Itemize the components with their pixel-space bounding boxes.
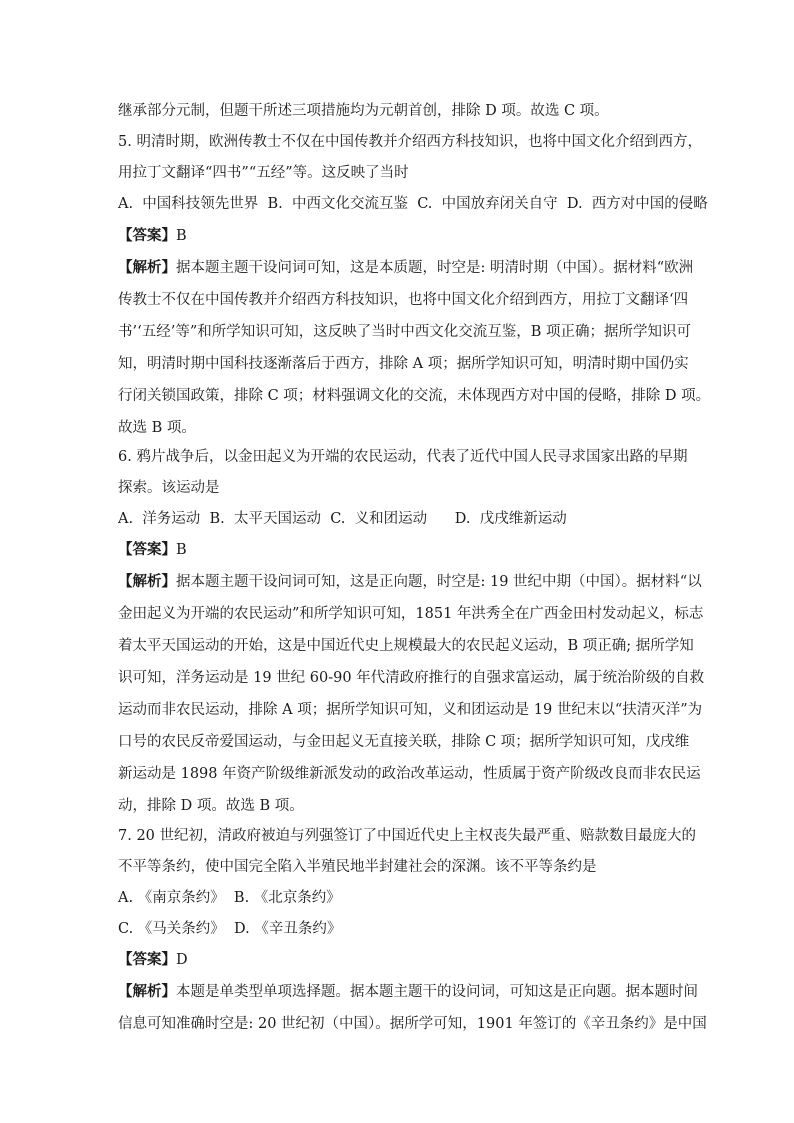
answer-line <box>118 226 187 246</box>
line-text: 信息可知准确时空是: 20 世纪初（中国）。据所学可知，1901 年签订的《辛丑条约》是中国 <box>118 1016 707 1032</box>
answer-line <box>118 950 188 970</box>
question-6-options <box>118 509 567 529</box>
text-line <box>118 290 688 310</box>
answer-tag: 【答案】 <box>118 951 176 968</box>
line-text: 行闭关锁国政策，排除 C 项；材料强调文化的交流，未体现西方对中国的侵略，排除 D 项。 <box>118 388 711 404</box>
text-line <box>118 764 701 784</box>
line-text: 5. 明清时期，欧洲传教士不仅在中国传教并介绍西方科技知识，也将中国文化介绍到西方， <box>118 134 702 150</box>
line-text: 本题是单类型单项选择题。据本题主题干的设问词，可知这是正向题。据本题时间 <box>176 984 698 1000</box>
line-text: 口号的农民反帝爱国运动，与金田起义无直接关联，排除 C 项；据所学知识可知，戊戌维 <box>118 734 690 750</box>
line-text: 用拉丁文翻译“四书”“五经”等。这反映了当时 <box>118 165 409 181</box>
line-text: 据本题主题干设问词可知，这是本质题，时空是: 明清时期（中国）。据材料“欧洲 <box>176 260 694 276</box>
answer-tag: 【答案】 <box>118 227 176 244</box>
line-text: C. 《马关条约》 D. 《辛丑条约》 <box>118 921 342 937</box>
text-line <box>118 322 691 342</box>
text-line <box>118 1014 707 1034</box>
line-text: 故选 B 项。 <box>118 420 196 436</box>
question-7-options-cd <box>118 919 341 939</box>
line-text: 运动而非农民运动，排除 A 项；据所学知识可知，义和团运动是 19 世纪末以“扶清灭洋”为 <box>118 702 703 718</box>
line-text: 识可知，洋务运动是 19 世纪 60-90 年代清政府推行的自强求富运动，属于统治阶级的自救 <box>118 670 705 686</box>
answer-value: D <box>176 952 188 968</box>
line-text: 不平等条约，使中国完全陷入半殖民地半封建社会的深渊。该不平等条约是 <box>118 859 597 875</box>
analysis-tag: 【解析】 <box>118 573 176 590</box>
answer-value: B <box>176 228 187 244</box>
text-line <box>118 163 409 183</box>
line-text: 动，排除 D 项。故选 B 项。 <box>118 798 304 814</box>
line-text: 7. 20 世纪初，清政府被迫与列强签订了中国近代史上主权丧失最严重、赔款数目最庞大的 <box>118 828 696 844</box>
line-text: 探索。该运动是 <box>118 480 220 496</box>
text-line <box>118 668 704 688</box>
line-text: A. 洋务运动 B. 太平天国运动 C. 义和团运动 D. 戊戌维新运动 <box>118 511 567 527</box>
analysis-line <box>118 572 702 592</box>
question-5-stem <box>118 132 702 152</box>
analysis-tag: 【解析】 <box>118 983 176 1000</box>
line-text: 6. 鸦片战争后，以金田起义为开端的农民运动，代表了近代中国人民寻求国家出路的早期 <box>118 449 688 465</box>
text-line <box>118 101 609 121</box>
text-line <box>118 636 694 656</box>
line-text: 传教士不仅在中国传教并介绍西方科技知识，也将中国文化介绍到西方，用拉丁文翻译‘四 <box>118 292 689 308</box>
line-text: 金田起义为开端的农民运动”和所学知识可知，1851 年洪秀全在广西金田村发动起义，标志 <box>118 606 704 622</box>
text-line <box>118 386 710 406</box>
line-text: 知，明清时期中国科技逐渐落后于西方，排除 A 项；据所学知识可知，明清时期中国仍实 <box>118 356 689 372</box>
text-line <box>118 478 220 498</box>
answer-tag: 【答案】 <box>118 541 176 558</box>
line-text: 新运动是 1898 年资产阶级维新派发动的政治改革运动，性质属于资产阶级改良而非农民运 <box>118 766 701 782</box>
line-text: A. 中国科技领先世界 B. 中西文化交流互鉴 C. 中国放弃闭关自守 D. 西方对中国的侵略 <box>118 196 708 212</box>
text-line <box>118 796 304 816</box>
text-line <box>118 732 689 752</box>
line-text: 书’‘五经’等”和所学知识可知，这反映了当时中西文化交流互鉴，B 项正确；据所学知识可 <box>118 324 692 340</box>
analysis-tag: 【解析】 <box>118 259 176 276</box>
answer-line <box>118 540 187 560</box>
analysis-line <box>118 982 698 1002</box>
line-text: 继承部分元制，但题干所述三项措施均为元朝首创，排除 D 项。故选 C 项。 <box>118 103 609 119</box>
line-text: A. 《南京条约》 B. 《北京条约》 <box>118 890 341 906</box>
question-6-stem <box>118 447 687 467</box>
answer-value: B <box>176 542 187 558</box>
text-line <box>118 604 703 624</box>
question-5-options <box>118 194 708 214</box>
question-7-options-ab <box>118 888 341 908</box>
text-line <box>118 354 689 374</box>
question-7-stem <box>118 826 696 846</box>
text-line <box>118 700 702 720</box>
analysis-line <box>118 258 693 278</box>
text-line <box>118 418 196 438</box>
line-text: 据本题主题干设问词可知，这是正向题，时空是: 19 世纪中期（中国）。据材料“以 <box>176 574 702 590</box>
text-line <box>118 857 597 877</box>
line-text: 着太平天国运动的开始，这是中国近代史上规模最大的农民起义运动，B 项正确; 据所学知 <box>118 638 694 654</box>
